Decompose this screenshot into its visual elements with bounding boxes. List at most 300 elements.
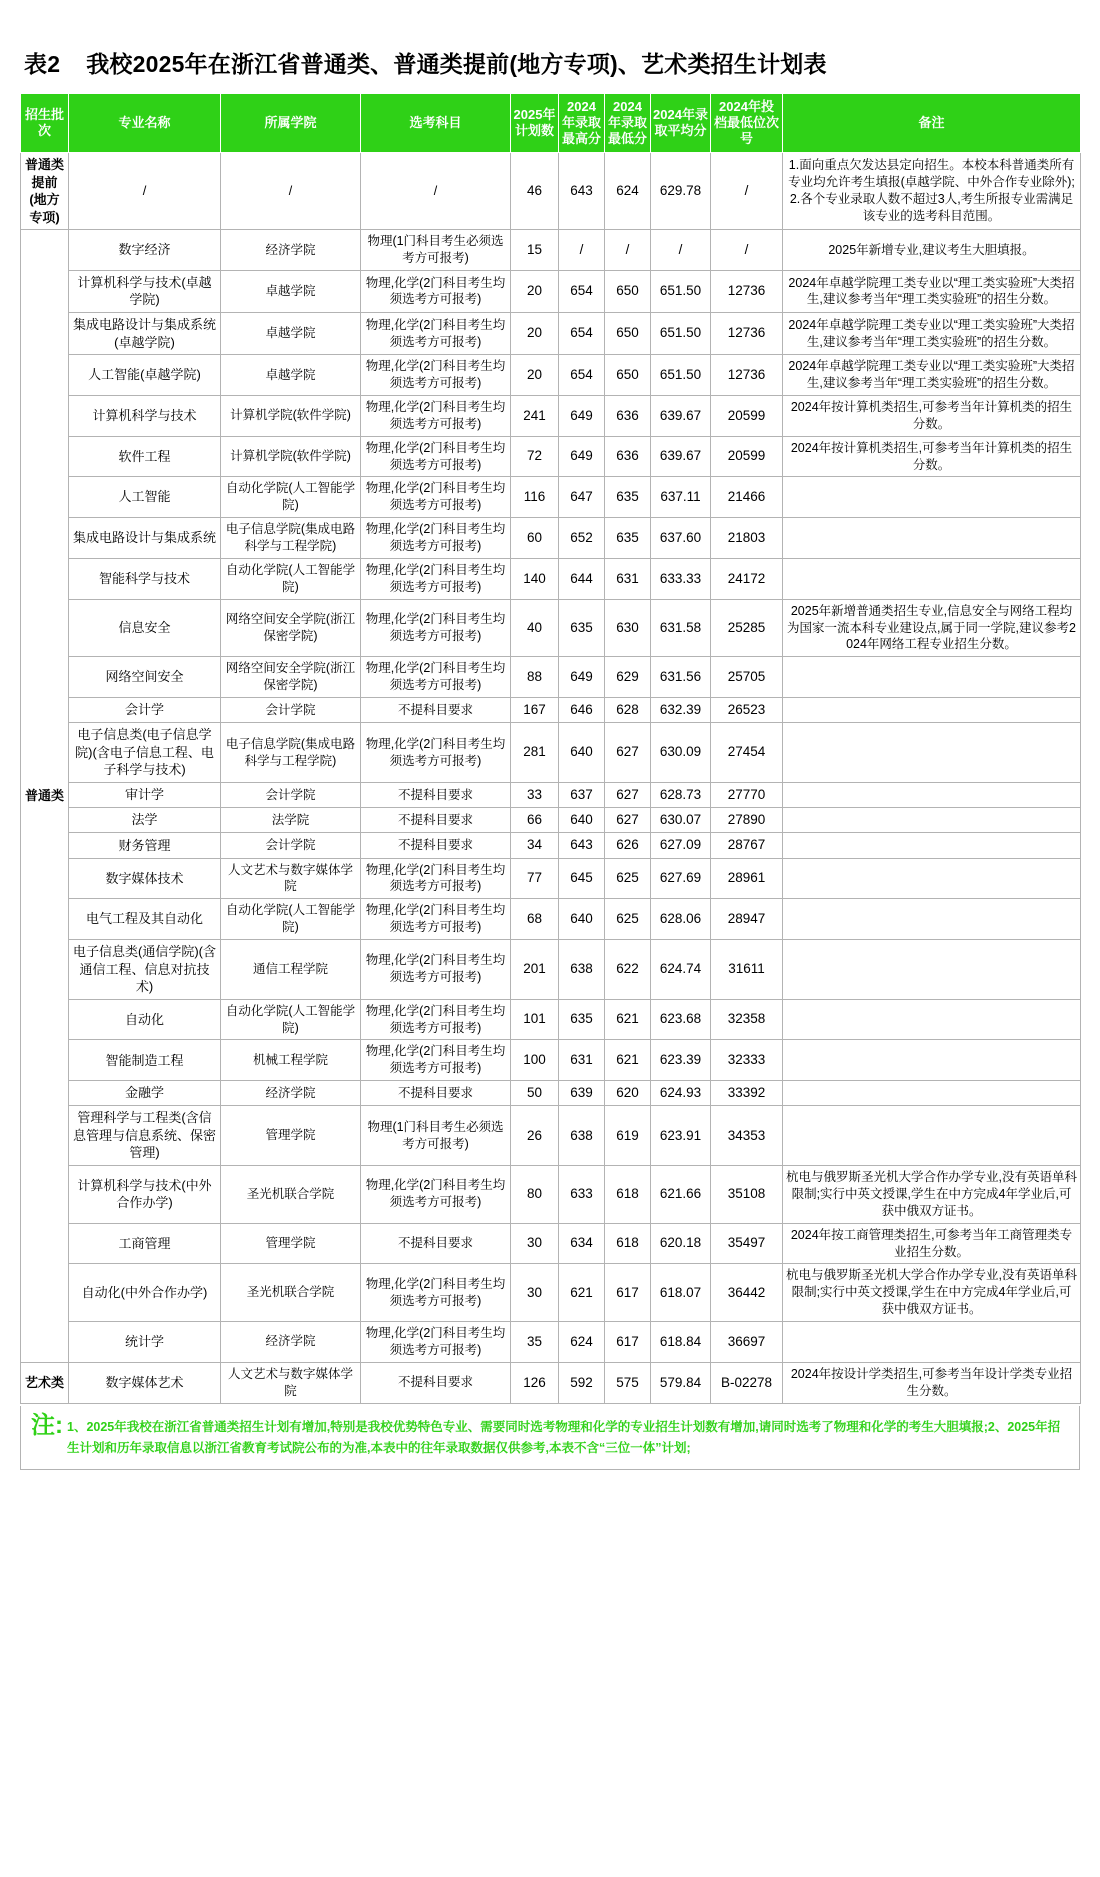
cell-college: 经济学院 [221,1081,361,1106]
cell-plan: 80 [511,1166,559,1224]
cell-min: 618 [605,1223,651,1264]
cell-avg: 628.73 [651,782,711,807]
table-row [21,1223,1081,1264]
cell-major: 自动化 [69,999,221,1040]
cell-college: 人文艺术与数字媒体学院 [221,858,361,899]
cell-subject: 物理,化学(2门科目考生均须选考方可报考) [361,518,511,559]
cell-remark: 杭电与俄罗斯圣光机大学合作办学专业,没有英语单科限制;实行中英文授课,学生在中方完成4年学业后,可获中俄双方证书。 [783,1166,1081,1224]
cell-plan: 34 [511,833,559,858]
cell-subject: 物理,化学(2门科目考生均须选考方可报考) [361,1322,511,1363]
cell-remark [783,657,1081,698]
cell-remark: 1.面向重点欠发达县定向招生。本校本科普通类所有专业均允许考生填报(卓越学院、中外合作专业除外);2.各个专业录取人数不超过3人,考生所报专业需满足该专业的选考科目范围。 [783,153,1081,230]
cell-major: 人工智能 [69,477,221,518]
cell-subject: 物理,化学(2门科目考生均须选考方可报考) [361,723,511,783]
cell-rank: 28947 [711,899,783,940]
cell-college: 会计学院 [221,698,361,723]
cell-college: 电子信息学院(集成电路科学与工程学院) [221,723,361,783]
cell-remark [783,1106,1081,1166]
cell-min: 619 [605,1106,651,1166]
cell-college: 自动化学院(人工智能学院) [221,477,361,518]
cell-rank: 28961 [711,858,783,899]
cell-max: 654 [559,270,605,312]
cell-plan: 88 [511,657,559,698]
cell-remark [783,558,1081,599]
table-row [21,518,1081,559]
cell-batch: 普通类提前(地方专项) [21,153,69,230]
cell-college: 自动化学院(人工智能学院) [221,558,361,599]
cell-subject: / [361,153,511,230]
cell-remark [783,999,1081,1040]
cell-min: 617 [605,1264,651,1322]
cell-min: 621 [605,999,651,1040]
cell-plan: 50 [511,1081,559,1106]
cell-plan: 201 [511,940,559,1000]
cell-avg: 579.84 [651,1362,711,1403]
cell-remark [783,833,1081,858]
cell-subject: 物理,化学(2门科目考生均须选考方可报考) [361,270,511,312]
cell-remark [783,698,1081,723]
table-container [20,93,1080,1404]
column-header-batch: 招生批次 [21,94,69,153]
cell-major: 数字经济 [69,230,221,271]
cell-college: 圣光机联合学院 [221,1264,361,1322]
table-body [21,153,1081,1404]
cell-avg: 627.09 [651,833,711,858]
cell-max: 635 [559,999,605,1040]
cell-remark [783,940,1081,1000]
cell-plan: 77 [511,858,559,899]
table-row [21,858,1081,899]
cell-subject: 物理,化学(2门科目考生均须选考方可报考) [361,599,511,657]
cell-college: 管理学院 [221,1106,361,1166]
cell-min: 625 [605,858,651,899]
cell-remark [783,1322,1081,1363]
cell-plan: 140 [511,558,559,599]
cell-avg: 624.93 [651,1081,711,1106]
cell-rank: 12736 [711,313,783,355]
cell-subject: 物理,化学(2门科目考生均须选考方可报考) [361,999,511,1040]
cell-avg: 628.06 [651,899,711,940]
cell-rank: 21803 [711,518,783,559]
cell-remark [783,782,1081,807]
cell-avg: 623.39 [651,1040,711,1081]
cell-min: 625 [605,899,651,940]
cell-avg: 631.58 [651,599,711,657]
cell-avg: 631.56 [651,657,711,698]
cell-avg: 629.78 [651,153,711,230]
cell-rank: 32333 [711,1040,783,1081]
cell-major: 集成电路设计与集成系统 [69,518,221,559]
cell-rank: 36442 [711,1264,783,1322]
cell-min: 624 [605,153,651,230]
cell-remark [783,808,1081,833]
cell-max: 624 [559,1322,605,1363]
table-row [21,153,1081,230]
cell-rank: 27890 [711,808,783,833]
table-row [21,599,1081,657]
column-header-max: 2024年录取最高分 [559,94,605,153]
cell-plan: 46 [511,153,559,230]
cell-avg: 651.50 [651,313,711,355]
cell-min: 635 [605,477,651,518]
table-row [21,395,1081,436]
cell-avg: 621.66 [651,1166,711,1224]
cell-subject: 物理,化学(2门科目考生均须选考方可报考) [361,355,511,396]
cell-major: 电气工程及其自动化 [69,899,221,940]
cell-rank: 24172 [711,558,783,599]
table-row [21,313,1081,355]
cell-plan: 15 [511,230,559,271]
cell-avg: 639.67 [651,395,711,436]
cell-major: 财务管理 [69,833,221,858]
table-row [21,436,1081,477]
cell-min: 630 [605,599,651,657]
cell-college: 卓越学院 [221,270,361,312]
cell-rank: / [711,153,783,230]
footer-note-label: 注: [31,1411,63,1439]
table-row [21,899,1081,940]
cell-max: 643 [559,153,605,230]
cell-rank: 36697 [711,1322,783,1363]
table-row [21,808,1081,833]
cell-max: 639 [559,1081,605,1106]
cell-major: 数字媒体技术 [69,858,221,899]
cell-subject: 不提科目要求 [361,808,511,833]
column-header-subject: 选考科目 [361,94,511,153]
table-row [21,355,1081,396]
cell-rank: 32358 [711,999,783,1040]
cell-rank: 31611 [711,940,783,1000]
cell-min: 631 [605,558,651,599]
cell-plan: 40 [511,599,559,657]
cell-college: 卓越学院 [221,313,361,355]
cell-max: 637 [559,782,605,807]
table-row [21,1106,1081,1166]
cell-max: 638 [559,940,605,1000]
column-header-plan: 2025年计划数 [511,94,559,153]
cell-max: 640 [559,808,605,833]
table-row [21,833,1081,858]
cell-min: 618 [605,1166,651,1224]
cell-college: 网络空间安全学院(浙江保密学院) [221,599,361,657]
cell-college: 人文艺术与数字媒体学院 [221,1362,361,1403]
cell-avg: 623.68 [651,999,711,1040]
cell-min: 650 [605,355,651,396]
cell-plan: 126 [511,1362,559,1403]
column-header-min: 2024年录取最低分 [605,94,651,153]
cell-college: 通信工程学院 [221,940,361,1000]
cell-remark: 2024年卓越学院理工类专业以“理工类实验班”大类招生,建议参考当年“理工类实验班”的招生分数。 [783,270,1081,312]
cell-rank: 12736 [711,355,783,396]
cell-batch: 艺术类 [21,1362,69,1403]
cell-plan: 20 [511,313,559,355]
cell-plan: 20 [511,355,559,396]
cell-college: 自动化学院(人工智能学院) [221,999,361,1040]
cell-min: 628 [605,698,651,723]
cell-subject: 物理,化学(2门科目考生均须选考方可报考) [361,558,511,599]
table-row [21,1166,1081,1224]
admissions-plan-table [20,93,1081,1404]
cell-max: 654 [559,313,605,355]
cell-plan: 35 [511,1322,559,1363]
cell-subject: 不提科目要求 [361,1223,511,1264]
cell-plan: 281 [511,723,559,783]
cell-major: 管理科学与工程类(含信息管理与信息系统、保密管理) [69,1106,221,1166]
table-row [21,999,1081,1040]
cell-subject: 不提科目要求 [361,1081,511,1106]
cell-max: 646 [559,698,605,723]
cell-min: / [605,230,651,271]
cell-avg: 624.74 [651,940,711,1000]
table-row [21,1362,1081,1403]
column-header-major: 专业名称 [69,94,221,153]
cell-college: 会计学院 [221,782,361,807]
cell-subject: 物理,化学(2门科目考生均须选考方可报考) [361,1040,511,1081]
cell-major: 自动化(中外合作办学) [69,1264,221,1322]
cell-rank: 28767 [711,833,783,858]
cell-plan: 100 [511,1040,559,1081]
cell-plan: 20 [511,270,559,312]
cell-subject: 物理(1门科目考生必须选考方可报考) [361,1106,511,1166]
cell-plan: 30 [511,1264,559,1322]
cell-avg: 651.50 [651,270,711,312]
cell-plan: 101 [511,999,559,1040]
cell-plan: 60 [511,518,559,559]
page-title [0,0,1100,93]
cell-batch: 普通类 [21,230,69,1363]
table-row [21,230,1081,271]
table-row [21,270,1081,312]
cell-college: 经济学院 [221,230,361,271]
cell-avg: 630.09 [651,723,711,783]
cell-remark [783,723,1081,783]
cell-major: 信息安全 [69,599,221,657]
cell-rank: 20599 [711,436,783,477]
cell-avg: 632.39 [651,698,711,723]
cell-major: 智能科学与技术 [69,558,221,599]
cell-remark [783,1081,1081,1106]
cell-avg: 637.11 [651,477,711,518]
cell-remark [783,477,1081,518]
column-header-avg: 2024年录取平均分 [651,94,711,153]
cell-max: 592 [559,1362,605,1403]
cell-plan: 66 [511,808,559,833]
cell-college: 计算机学院(软件学院) [221,395,361,436]
cell-remark: 2024年卓越学院理工类专业以“理工类实验班”大类招生,建议参考当年“理工类实验班”的招生分数。 [783,355,1081,396]
cell-plan: 30 [511,1223,559,1264]
cell-remark: 2025年新增普通类招生专业,信息安全与网络工程均为国家一流本科专业建设点,属于同一学院,建议参考2024年网络工程专业招生分数。 [783,599,1081,657]
cell-remark: 杭电与俄罗斯圣光机大学合作办学专业,没有英语单科限制;实行中英文授课,学生在中方完成4年学业后,可获中俄双方证书。 [783,1264,1081,1322]
cell-major: 计算机科学与技术(中外合作办学) [69,1166,221,1224]
cell-remark [783,518,1081,559]
cell-major: 工商管理 [69,1223,221,1264]
cell-min: 629 [605,657,651,698]
cell-subject: 不提科目要求 [361,1362,511,1403]
cell-min: 627 [605,808,651,833]
cell-avg: 639.67 [651,436,711,477]
cell-rank: 27770 [711,782,783,807]
cell-remark: 2024年按工商管理类招生,可参考当年工商管理类专业招生分数。 [783,1223,1081,1264]
table-row [21,657,1081,698]
cell-max: 649 [559,436,605,477]
cell-subject: 物理,化学(2门科目考生均须选考方可报考) [361,657,511,698]
table-row [21,782,1081,807]
cell-rank: 35497 [711,1223,783,1264]
cell-avg: 618.07 [651,1264,711,1322]
cell-avg: 633.33 [651,558,711,599]
cell-subject: 物理,化学(2门科目考生均须选考方可报考) [361,313,511,355]
cell-max: 649 [559,657,605,698]
cell-major: 网络空间安全 [69,657,221,698]
cell-avg: 627.69 [651,858,711,899]
cell-rank: 35108 [711,1166,783,1224]
cell-max: 647 [559,477,605,518]
cell-major: 软件工程 [69,436,221,477]
cell-avg: 637.60 [651,518,711,559]
cell-avg: 630.07 [651,808,711,833]
cell-rank: 21466 [711,477,783,518]
table-row [21,1081,1081,1106]
footer-note [20,1406,1080,1471]
cell-major: 计算机科学与技术(卓越学院) [69,270,221,312]
cell-min: 575 [605,1362,651,1403]
table-row [21,1322,1081,1363]
cell-college: 自动化学院(人工智能学院) [221,899,361,940]
cell-min: 635 [605,518,651,559]
cell-min: 650 [605,270,651,312]
cell-plan: 68 [511,899,559,940]
page-title-text: 我校2025年在浙江省普通类、普通类提前(地方专项)、艺术类招生计划表 [86,51,827,77]
cell-min: 617 [605,1322,651,1363]
cell-max: 645 [559,858,605,899]
cell-max: 635 [559,599,605,657]
cell-avg: 618.84 [651,1322,711,1363]
cell-college: 电子信息学院(集成电路科学与工程学院) [221,518,361,559]
cell-remark: 2024年按计算机类招生,可参考当年计算机类的招生分数。 [783,436,1081,477]
cell-avg: / [651,230,711,271]
cell-remark: 2024年按计算机类招生,可参考当年计算机类的招生分数。 [783,395,1081,436]
cell-plan: 72 [511,436,559,477]
cell-max: 621 [559,1264,605,1322]
cell-min: 620 [605,1081,651,1106]
cell-plan: 241 [511,395,559,436]
cell-subject: 物理,化学(2门科目考生均须选考方可报考) [361,1166,511,1224]
cell-min: 636 [605,395,651,436]
cell-rank: 27454 [711,723,783,783]
cell-rank: / [711,230,783,271]
footer-note-text: 1、2025年我校在浙江省普通类招生计划有增加,特别是我校优势特色专业、需要同时选考物理和化学的专业招生计划数有增加,请同时选考了物理和化学的考生大胆填报;2、2025年招生计划和历年录取信息以浙江省教育考试院公布的为准,本表中的往年录取数据仅供参考,本表不含“三位一体”计划; [67,1419,1061,1456]
cell-max: 633 [559,1166,605,1224]
cell-college: 管理学院 [221,1223,361,1264]
cell-college: 经济学院 [221,1322,361,1363]
cell-remark [783,1040,1081,1081]
cell-subject: 物理,化学(2门科目考生均须选考方可报考) [361,940,511,1000]
cell-avg: 620.18 [651,1223,711,1264]
cell-major: 金融学 [69,1081,221,1106]
cell-rank: 25705 [711,657,783,698]
cell-subject: 物理,化学(2门科目考生均须选考方可报考) [361,1264,511,1322]
cell-max: 649 [559,395,605,436]
column-header-rank: 2024年投档最低位次号 [711,94,783,153]
cell-subject: 不提科目要求 [361,833,511,858]
table-header [21,94,1081,153]
cell-college: 会计学院 [221,833,361,858]
cell-major: 电子信息类(电子信息学院)(含电子信息工程、电子科学与技术) [69,723,221,783]
cell-min: 626 [605,833,651,858]
table-row [21,698,1081,723]
cell-subject: 物理,化学(2门科目考生均须选考方可报考) [361,436,511,477]
cell-subject: 物理,化学(2门科目考生均须选考方可报考) [361,858,511,899]
cell-subject: 物理,化学(2门科目考生均须选考方可报考) [361,477,511,518]
cell-remark [783,858,1081,899]
cell-plan: 33 [511,782,559,807]
cell-max: 640 [559,899,605,940]
cell-major: / [69,153,221,230]
cell-subject: 不提科目要求 [361,698,511,723]
cell-college: 计算机学院(软件学院) [221,436,361,477]
cell-max: / [559,230,605,271]
cell-college: 网络空间安全学院(浙江保密学院) [221,657,361,698]
cell-subject: 物理,化学(2门科目考生均须选考方可报考) [361,395,511,436]
cell-max: 652 [559,518,605,559]
cell-college: / [221,153,361,230]
cell-major: 法学 [69,808,221,833]
table-row [21,477,1081,518]
cell-rank: 26523 [711,698,783,723]
cell-major: 审计学 [69,782,221,807]
cell-remark: 2024年按设计学类招生,可参考当年设计学类专业招生分数。 [783,1362,1081,1403]
cell-remark: 2025年新增专业,建议考生大胆填报。 [783,230,1081,271]
cell-max: 638 [559,1106,605,1166]
cell-subject: 物理,化学(2门科目考生均须选考方可报考) [361,899,511,940]
table-row [21,723,1081,783]
cell-max: 654 [559,355,605,396]
cell-plan: 116 [511,477,559,518]
cell-max: 640 [559,723,605,783]
cell-min: 636 [605,436,651,477]
table-row [21,1040,1081,1081]
cell-major: 电子信息类(通信学院)(含通信工程、信息对抗技术) [69,940,221,1000]
cell-avg: 623.91 [651,1106,711,1166]
cell-subject: 物理(1门科目考生必须选考方可报考) [361,230,511,271]
cell-major: 集成电路设计与集成系统(卓越学院) [69,313,221,355]
cell-major: 数字媒体艺术 [69,1362,221,1403]
column-header-college: 所属学院 [221,94,361,153]
cell-rank: 12736 [711,270,783,312]
cell-major: 计算机科学与技术 [69,395,221,436]
cell-major: 人工智能(卓越学院) [69,355,221,396]
cell-college: 机械工程学院 [221,1040,361,1081]
cell-min: 650 [605,313,651,355]
cell-major: 智能制造工程 [69,1040,221,1081]
table-header-row [21,94,1081,153]
cell-avg: 651.50 [651,355,711,396]
cell-rank: 25285 [711,599,783,657]
table-row [21,558,1081,599]
cell-major: 会计学 [69,698,221,723]
cell-major: 统计学 [69,1322,221,1363]
cell-college: 卓越学院 [221,355,361,396]
cell-rank: 20599 [711,395,783,436]
cell-college: 法学院 [221,808,361,833]
cell-max: 644 [559,558,605,599]
cell-min: 621 [605,1040,651,1081]
cell-plan: 26 [511,1106,559,1166]
cell-college: 圣光机联合学院 [221,1166,361,1224]
cell-max: 631 [559,1040,605,1081]
cell-rank: 33392 [711,1081,783,1106]
cell-plan: 167 [511,698,559,723]
